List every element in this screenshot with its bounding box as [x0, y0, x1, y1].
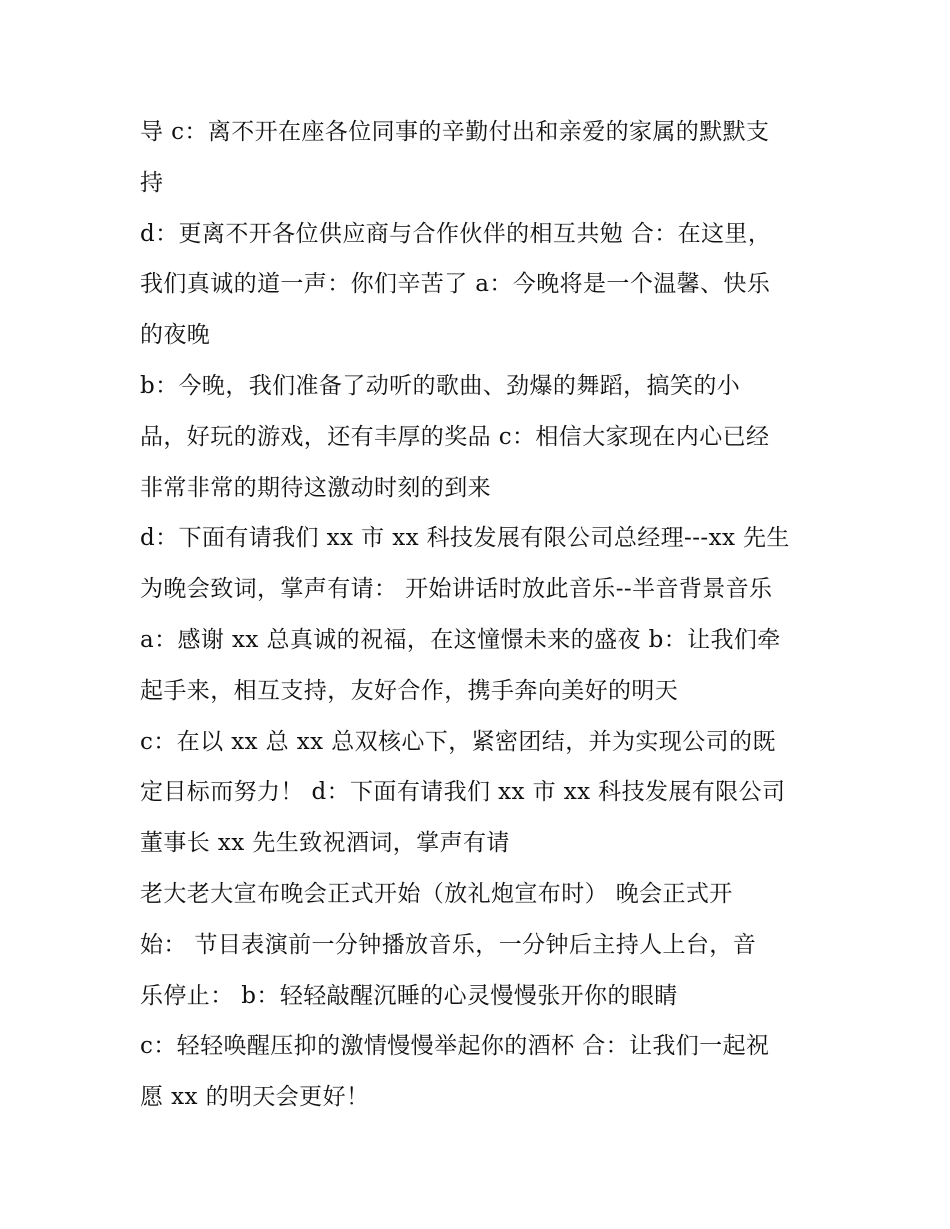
text-line: 董事长 xx 先生致祝酒词，掌声有请: [140, 830, 510, 857]
text-line: 定目标而努力！ d：下面有请我们 xx 市 xx 科技发展有限公司: [140, 779, 786, 806]
text-line: 的夜晚: [140, 322, 211, 349]
text-line: b：今晚，我们准备了动听的歌曲、劲爆的舞蹈，搞笑的小: [140, 372, 741, 399]
text-line: 我们真诚的道一声：你们辛苦了 a：今晚将是一个温馨、快乐: [140, 271, 771, 298]
text-line: 愿 xx 的明天会更好！: [140, 1084, 370, 1111]
text-line: 老大老大宣布晚会正式开始（放礼炮宣布时） 晚会正式开: [140, 880, 733, 907]
text-line: d：下面有请我们 xx 市 xx 科技发展有限公司总经理---xx 先生: [140, 525, 790, 552]
text-line: 持: [140, 169, 164, 196]
text-line: 品，好玩的游戏，还有丰厚的奖品 c：相信大家现在内心已经: [140, 423, 770, 450]
text-line: c：在以 xx 总 xx 总双核心下，紧密团结，并为实现公司的既: [140, 728, 776, 755]
text-line: 导 c：离不开在座各位同事的辛勤付出和亲爱的家属的默默支: [140, 119, 770, 145]
text-line: 为晚会致词，掌声有请： 开始讲话时放此音乐--半音背景音乐: [140, 576, 773, 603]
script-text: [140, 107, 820, 1123]
text-line: 乐停止： b：轻轻敲醒沉睡的心灵慢慢张开你的眼睛: [140, 982, 678, 1009]
text-line: 非常非常的期待这激动时刻的到来: [140, 474, 491, 501]
text-line: 始： 节目表演前一分钟播放音乐，一分钟后主持人上台，音: [140, 931, 757, 958]
text-line: c：轻轻唤醒压抑的激情慢慢举起你的酒杯 合：让我们一起祝: [140, 1033, 770, 1060]
text-line: 起手来，相互支持，友好合作，携手奔向美好的明天: [140, 677, 679, 704]
text-line: a：感谢 xx 总真诚的祝福，在这憧憬未来的盛夜 b：让我们牵: [140, 626, 781, 653]
text-line: d：更离不开各位供应商与合作伙伴的相互共勉 合：在这里，: [140, 220, 772, 247]
